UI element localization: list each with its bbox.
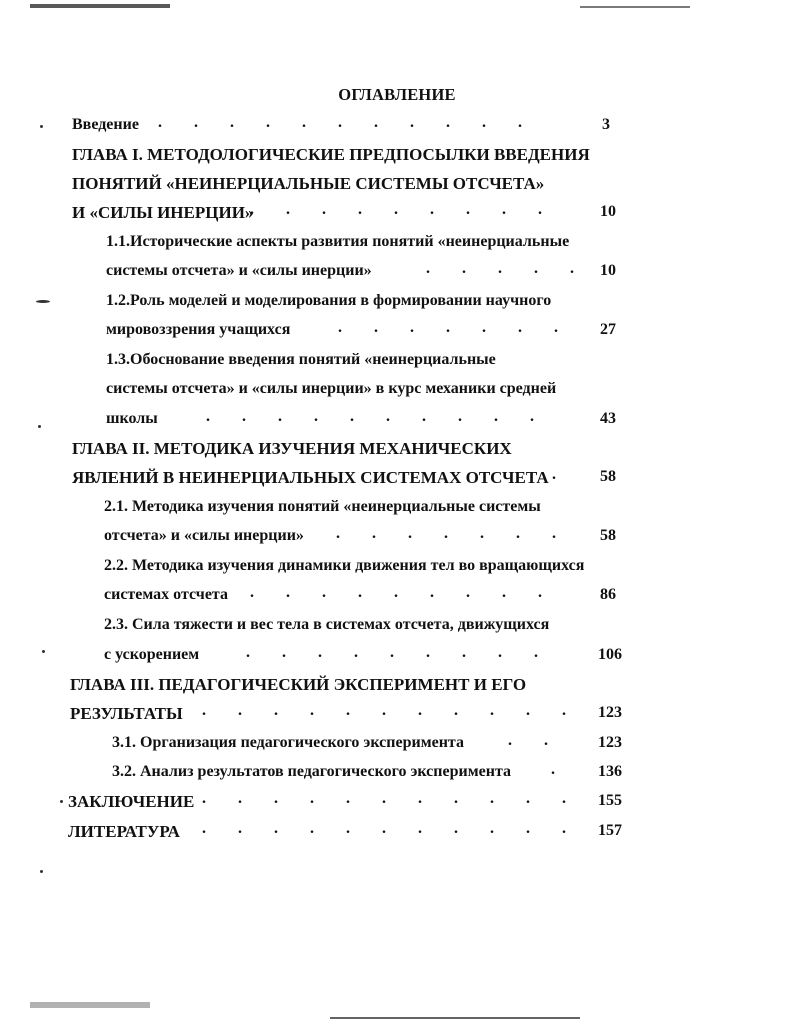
dot-leader: .	[552, 466, 556, 483]
toc-chapter-2-line2: ЯВЛЕНИЙ В НЕИНЕРЦИАЛЬНЫХ СИСТЕМАХ ОТСЧЕТА	[72, 468, 549, 487]
page-number: 155	[598, 792, 622, 809]
scan-speck	[60, 800, 63, 803]
scan-speck	[38, 425, 41, 428]
dot-leader: . . . . . . .	[336, 525, 556, 542]
dot-leader: . . . . . . . . .	[246, 644, 538, 661]
toc-section-3-1: 3.1. Организация педагогического эксперимента	[112, 734, 464, 751]
dot-leader: . . . . . . . . .	[250, 201, 542, 218]
dot-leader: .	[551, 761, 555, 778]
toc-conclusion: ЗАКЛЮЧЕНИЕ	[68, 792, 195, 811]
dot-leader: . . . . . . . . . .	[206, 408, 534, 425]
scan-speck	[42, 650, 45, 653]
scan-speck	[40, 870, 43, 873]
page-number: 58	[600, 468, 616, 485]
page-number: 43	[600, 410, 616, 427]
page-number: 58	[600, 527, 616, 544]
page-number: 123	[598, 734, 622, 751]
toc-section-1-3-line1: 1.3.Обоснование введения понятий «неинерциальные	[106, 351, 496, 368]
toc-chapter-1-line2: ПОНЯТИЙ «НЕИНЕРЦИАЛЬНЫЕ СИСТЕМЫ ОТСЧЕТА»	[72, 174, 545, 193]
toc-section-2-1-line1: 2.1. Методика изучения понятий «неинерциальные системы	[104, 498, 541, 515]
toc-section-1-1-line1: 1.1.Исторические аспекты развития понятий «неинерциальные	[106, 233, 570, 250]
page-number: 10	[600, 262, 616, 279]
dot-leader: . . . . . . . . . . .	[202, 702, 566, 719]
toc-chapter-2-line1: ГЛАВА II. МЕТОДИКА ИЗУЧЕНИЯ МЕХАНИЧЕСКИХ	[72, 439, 512, 458]
toc-chapter-1-line3: И «СИЛЫ ИНЕРЦИИ»	[72, 203, 254, 222]
toc-section-1-2-line2: мировоззрения учащихся	[106, 321, 291, 338]
scan-edge-bottom-left	[30, 1002, 150, 1008]
toc-entry-intro: Введение	[72, 116, 139, 133]
dot-leader: . . . . . . . . . . .	[158, 114, 522, 131]
dot-leader: . . . . .	[426, 260, 574, 277]
scan-speck	[40, 125, 43, 128]
scan-speck	[36, 300, 50, 303]
scan-edge-bottom	[330, 1017, 580, 1019]
toc-section-1-3-line3: школы	[106, 410, 158, 427]
dot-leader: . . . . . . .	[338, 319, 558, 336]
toc-section-1-2-line1: 1.2.Роль моделей и моделирования в формировании научного	[106, 292, 552, 309]
toc-bibliography: ЛИТЕРАТУРА	[68, 822, 180, 841]
page-number: 123	[598, 704, 622, 721]
page-number: 106	[598, 646, 622, 663]
page-number: 3	[602, 116, 610, 133]
page-number: 157	[598, 822, 622, 839]
toc-section-2-3-line2: с ускорением	[104, 646, 200, 663]
toc-section-2-2-line1: 2.2. Методика изучения динамики движения тел во вращающихся	[104, 557, 585, 574]
toc-section-2-2-line2: системах отсчета	[104, 586, 228, 603]
toc-chapter-1-line1: ГЛАВА I. МЕТОДОЛОГИЧЕСКИЕ ПРЕДПОСЫЛКИ ВВЕДЕНИЯ	[72, 145, 590, 164]
toc-section-2-1-line2: отсчета» и «силы инерции»	[104, 527, 304, 544]
toc-section-2-3-line1: 2.3. Сила тяжести и вес тела в системах отсчета, движущихся	[104, 616, 550, 633]
toc-section-1-1-line2: системы отсчета» и «силы инерции»	[106, 262, 372, 279]
dot-leader: . . . . . . . . . . .	[202, 790, 566, 807]
dot-leader: . . . . . . . . . . .	[202, 820, 566, 837]
page-number: 27	[600, 321, 616, 338]
toc-section-3-2: 3.2. Анализ результатов педагогического эксперимента	[112, 763, 511, 780]
scan-edge-top	[30, 4, 170, 8]
scan-edge-top-right	[580, 6, 690, 8]
page-number: 10	[600, 203, 616, 220]
page-number: 86	[600, 586, 616, 603]
toc-chapter-3-line2: РЕЗУЛЬТАТЫ	[70, 704, 183, 723]
dot-leader: . . . . . . . . .	[250, 584, 542, 601]
toc-heading: ОГЛАВЛЕНИЕ	[338, 85, 456, 104]
toc-chapter-3-line1: ГЛАВА III. ПЕДАГОГИЧЕСКИЙ ЭКСПЕРИМЕНТ И ЕГО	[70, 675, 527, 694]
toc-section-1-3-line2: системы отсчета» и «силы инерции» в курс механики средней	[106, 380, 557, 397]
page-number: 136	[598, 763, 622, 780]
dot-leader: . .	[508, 732, 548, 749]
